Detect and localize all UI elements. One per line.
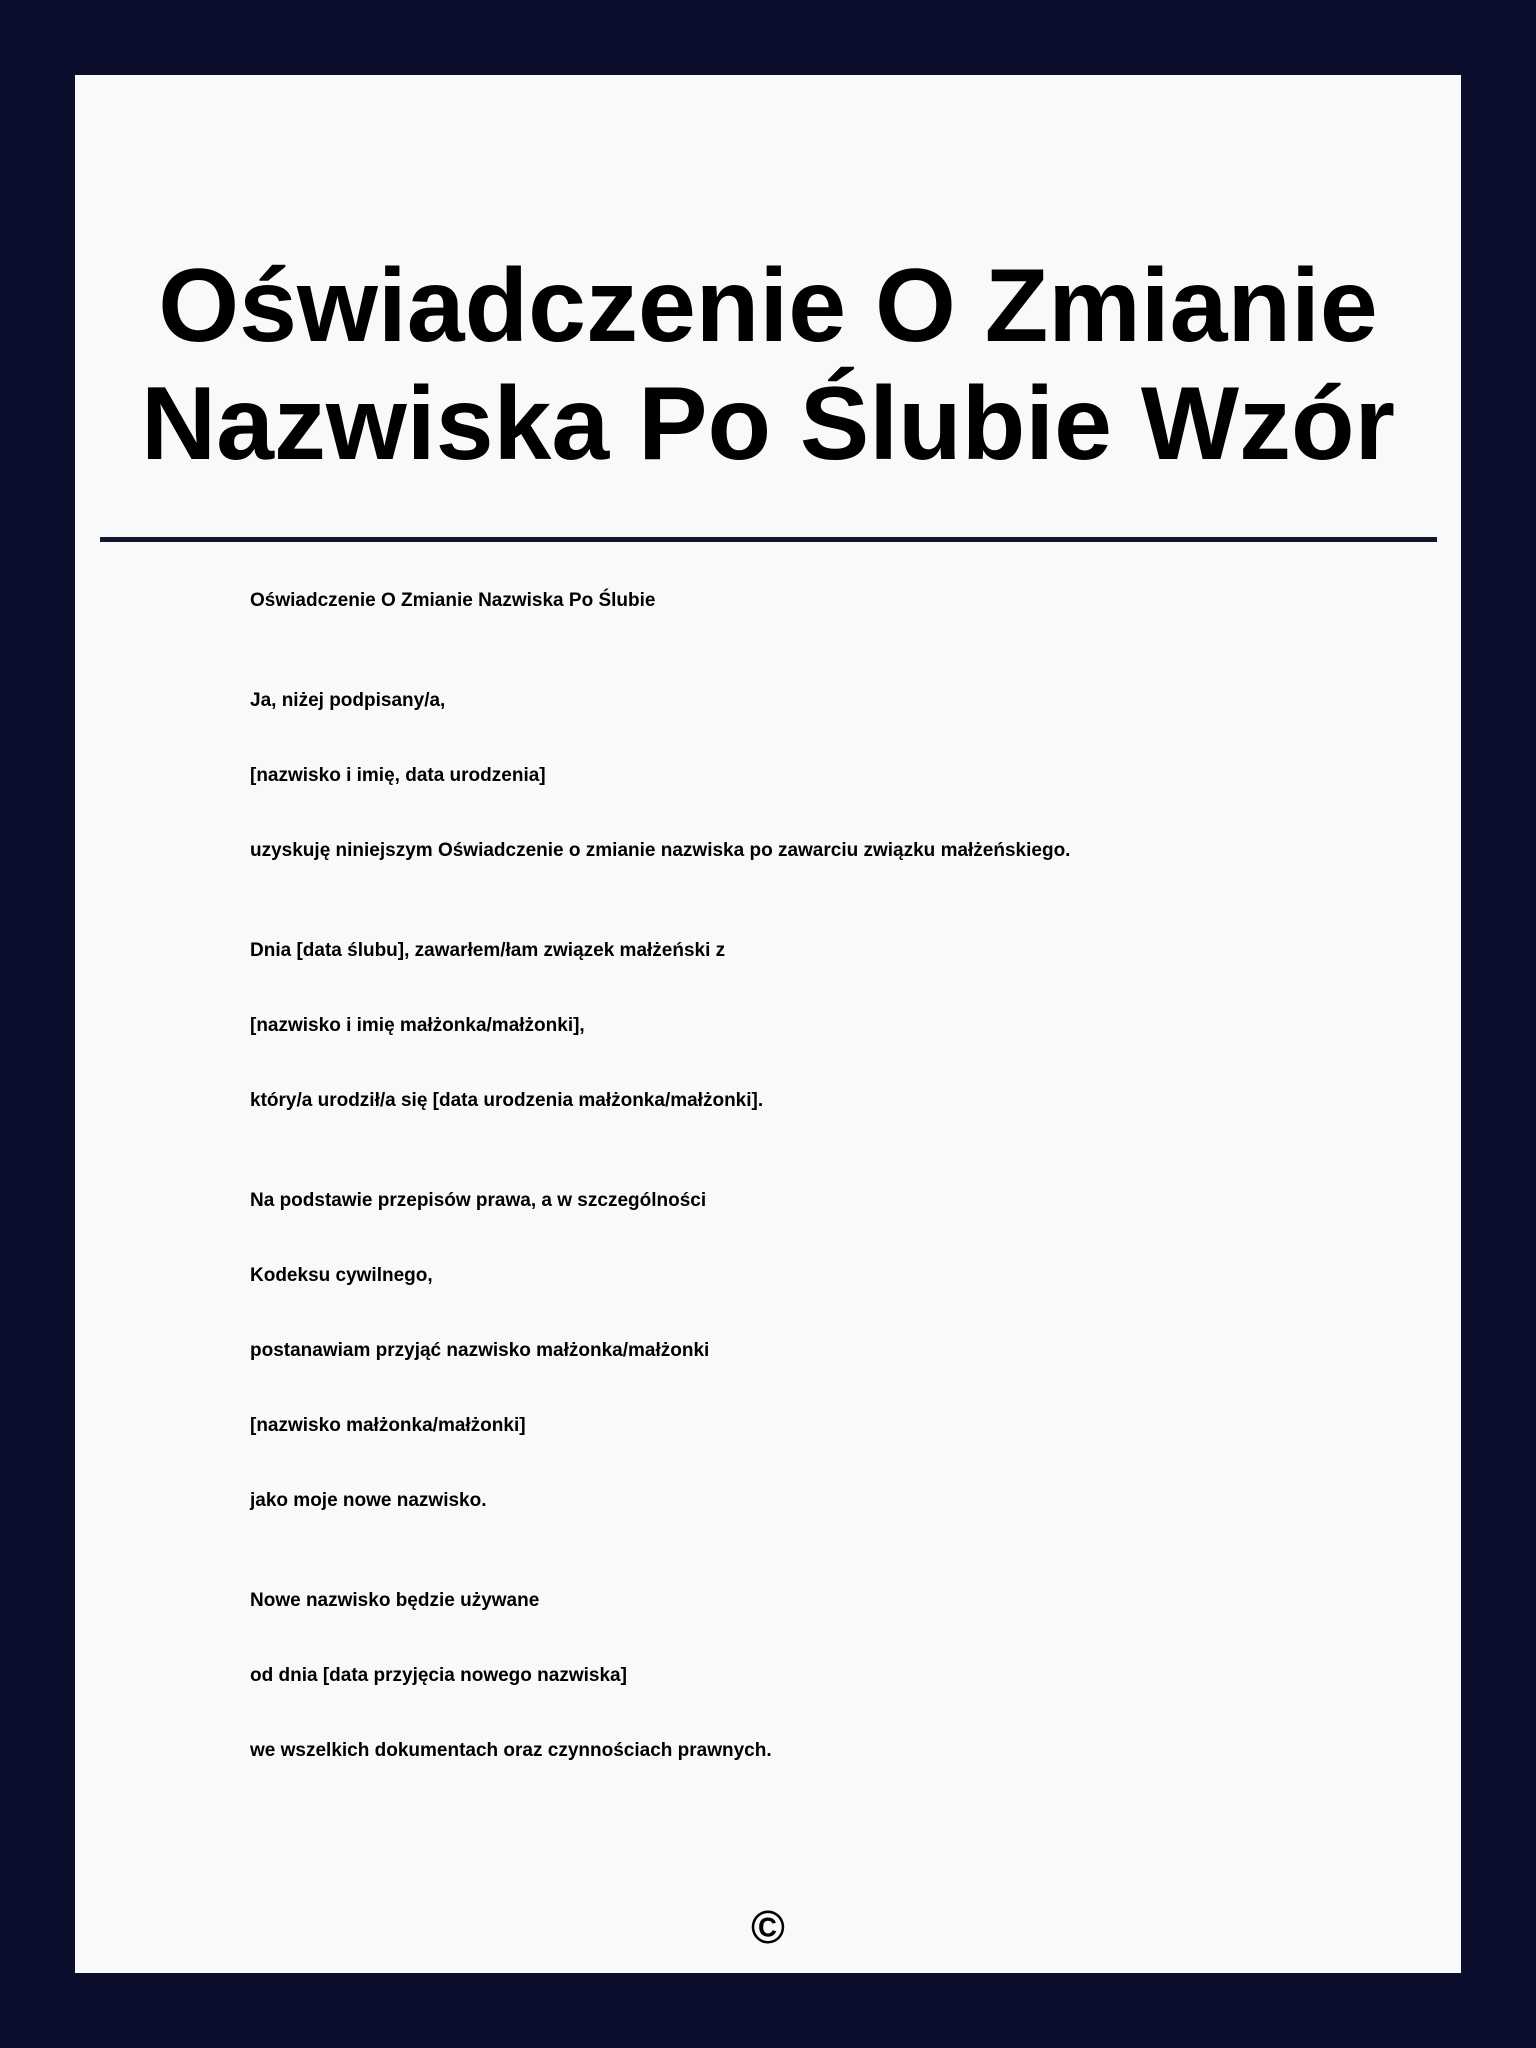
document-line: [nazwisko małżonka/małżonki]	[250, 1415, 526, 1436]
document-line: [nazwisko i imię, data urodzenia]	[250, 765, 546, 786]
document-line: Ja, niżej podpisany/a,	[250, 690, 446, 711]
copyright-icon: ©	[751, 1901, 785, 1953]
page-title-line-2: Nazwiska Po Ślubie Wzór	[140, 366, 1396, 482]
document-line: Na podstawie przepisów prawa, a w szczególności	[250, 1190, 707, 1211]
document-line: od dnia [data przyjęcia nowego nazwiska]	[250, 1665, 627, 1686]
document-line: [nazwisko i imię małżonka/małżonki],	[250, 1015, 585, 1036]
document-line: Dnia [data ślubu], zawarłem/łam związek małżeński z	[250, 940, 726, 961]
document-line: uzyskuję niniejszym Oświadczenie o zmianie nazwiska po zawarciu związku małżeńskiego.	[250, 840, 1071, 861]
document-line: który/a urodził/a się [data urodzenia małżonka/małżonki].	[250, 1090, 764, 1111]
document-line: we wszelkich dokumentach oraz czynnościach prawnych.	[250, 1740, 772, 1761]
page-title-line-1: Oświadczenie O Zmianie	[158, 248, 1378, 364]
document-heading: Oświadczenie O Zmianie Nazwiska Po Ślubie	[250, 590, 656, 611]
document-line: jako moje nowe nazwisko.	[250, 1490, 487, 1511]
document-line: Kodeksu cywilnego,	[250, 1265, 433, 1286]
document-line: postanawiam przyjąć nazwisko małżonka/małżonki	[250, 1340, 710, 1361]
title-divider	[100, 537, 1437, 542]
page-title	[75, 247, 1461, 483]
document-line: Nowe nazwisko będzie używane	[250, 1590, 540, 1611]
document-page	[75, 75, 1461, 1973]
